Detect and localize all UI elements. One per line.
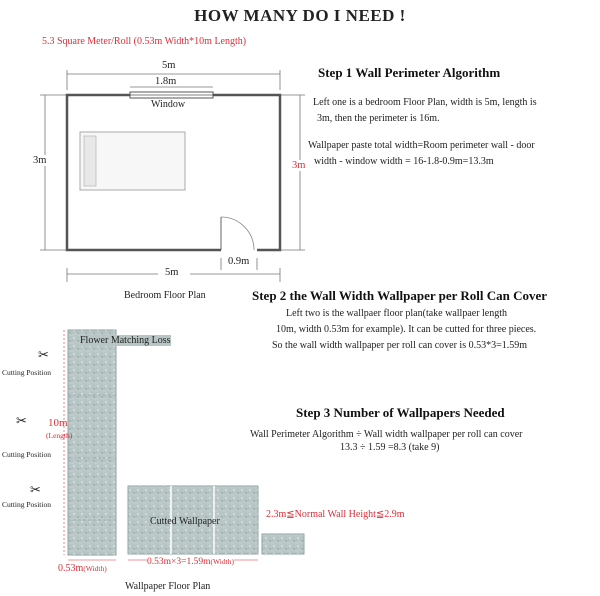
step1-title: Step 1 Wall Perimeter Algorithm (318, 65, 501, 80)
window-label: Window (151, 99, 186, 110)
door-width-label: 0.9m (228, 256, 250, 267)
top-width-label: 5m (162, 60, 176, 71)
step2-title: Step 2 the Wall Width Wallpaper per Roll Can Cover (252, 288, 548, 303)
cutting-position-label: Cutting Position (2, 368, 51, 377)
cutting-position-label: Cutting Position (2, 500, 51, 509)
step1-formula (308, 138, 598, 170)
step3-text (250, 427, 598, 456)
step2-text (272, 306, 597, 354)
right-length-label: 3m (292, 160, 306, 171)
step1-line: Left one is a bedroom Floor Plan, width is 5m, length is (313, 97, 537, 108)
left-length-label: 3m (33, 155, 47, 166)
step1-text (313, 95, 598, 127)
step2-line: Left two is the wallpaer floor plan(take wallpaer length (286, 308, 508, 319)
cut-width-value: 0.53m×3=1.59m (147, 557, 211, 567)
floor-plan-caption: Bedroom Floor Plan (124, 290, 206, 301)
scissors-icon: ✂ (16, 413, 27, 428)
step2-line: So the wall width wallpaper per roll can cover is 0.53*3=1.59m (272, 340, 528, 351)
step1-line: Wallpaper paste total width=Room perimeter wall - door (308, 140, 535, 151)
length-value: 10m (48, 417, 68, 429)
roll-width-label (58, 563, 107, 574)
scissors-icon: ✂ (30, 482, 41, 497)
roll-spec: 5.3 Square Meter/Roll (0.53m Width*10m Length) (42, 36, 247, 47)
step1-line: width - window width = 16-1.8-0.9m=13.3m (314, 156, 494, 167)
cutted-wallpaper-label: Cutted Wallpaper (150, 516, 220, 527)
cut-width-word: (Width) (210, 557, 234, 566)
bottom-width-label: 5m (165, 267, 179, 278)
page-title: HOW MANY DO I NEED ! (194, 6, 406, 25)
step3-line: 13.3 ÷ 1.59 =8.3 (take 9) (340, 442, 440, 453)
step3-title: Step 3 Number of Wallpapers Needed (296, 405, 505, 420)
flower-loss-label: Flower Matching Loss (80, 335, 171, 346)
roll-width-word: (Width) (83, 564, 107, 573)
cut-width-label (147, 557, 234, 567)
scissors-icon: ✂ (38, 347, 49, 362)
step2-line: 10m, width 0.53m for example). It can be cutted for three pieces. (276, 324, 537, 335)
length-word: (Length) (46, 431, 73, 440)
window-width-label: 1.8m (155, 76, 177, 87)
step1-line: 3m, then the perimeter is 16m. (317, 113, 440, 124)
step3-line: Wall Perimeter Algorithm ÷ Wall width wallpaper per roll can cover (250, 429, 523, 440)
wall-height-label: 2.3m≦Normal Wall Height≦2.9m (266, 509, 405, 520)
roll-width-value: 0.53m (58, 563, 84, 574)
wallpaper-plan-caption: Wallpaper Floor Plan (125, 581, 211, 592)
cutting-position-label: Cutting Position (2, 450, 51, 459)
